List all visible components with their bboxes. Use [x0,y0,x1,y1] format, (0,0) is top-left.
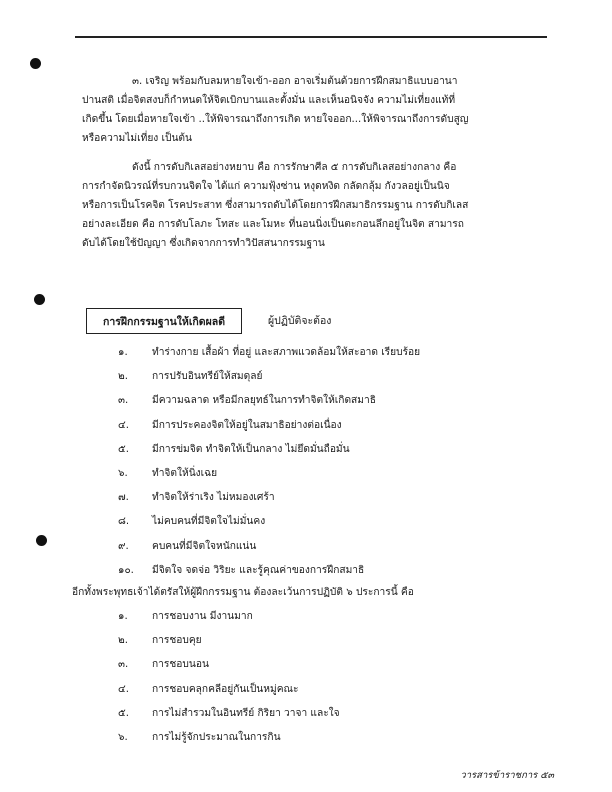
list-text: การชอบคุย [152,635,202,647]
list-text: การปรับอินทรีย์ให้สมดุลย์ [152,371,263,383]
section-heading-box: การฝึกกรรมฐานให้เกิดผลดี [86,308,242,334]
list-text: การชอบงาน มีงานมาก [152,611,253,622]
list-item [118,608,340,632]
list-number: ๙. [118,540,129,552]
list-number: ๓. [118,659,129,671]
punch-hole [34,294,45,305]
list-text: มีความฉลาด หรือมีกลยุทธ์ในการทำจิตให้เกิดสมาธิ [152,395,376,407]
list-number: ๓. [118,395,129,407]
list-item [118,344,420,368]
list-text: การชอบคลุกคลีอยู่กันเป็นหมู่คณะ [152,683,299,695]
paragraph-line: ปานสติ เมื่อจิตสงบก็กำหนดให้จิตเบิกบานและตั้งมั่น และเห็นอนิจจัง ความไม่เที่ยงแท้ที่ [82,95,456,106]
list-number: ๔. [118,419,129,431]
paragraph-line: เกิดขึ้น โดยเมื่อหายใจเข้า ..ให้พิจารณาถึงการเกิด หายใจออก...ให้พิจารณาถึงการดับสูญ [82,114,469,125]
paragraph-defilements [82,158,552,253]
list-number: ๑๐. [118,564,134,576]
list-number: ๒. [118,635,128,647]
list-number: ๖. [118,731,128,743]
list-item [118,705,340,729]
list-text: ทำจิตให้ร่าเริง ไม่หมองเศร้า [152,492,275,504]
list-number: ๒. [118,371,128,383]
section-heading-side: ผู้ปฏิบัติจะต้อง [268,315,332,327]
list-number: ๕. [118,707,129,719]
list-number: ๑. [118,347,128,358]
paragraph-line: ดังนี้ การดับกิเลสอย่างหยาบ คือ การรักษาศีล ๕ การดับกิเลสอย่างกลาง คือ [132,162,457,173]
avoid-list [118,608,340,753]
paragraph-line: หรือความไม่เที่ยง เป็นต้น [82,133,192,144]
list-text: ไม่คบคนที่มีจิตใจไม่มั่นคง [152,516,266,528]
list-item [118,441,420,465]
list-number: ๖. [118,467,128,479]
list-text: ทำร่างกาย เสื้อผ้า ที่อยู่ และสภาพแวดล้อมให้สะอาด เรียบร้อย [152,347,421,358]
list-text: การไม่รู้จักประมาณในการกิน [152,731,281,743]
list-text: มีการประคองจิตให้อยู่ในสมาธิอย่างต่อเนื่อง [152,419,342,431]
punch-hole [30,58,41,69]
list-text: การชอบนอน [152,659,209,671]
top-rule [75,36,547,38]
paragraph-line: การกำจัดนิวรณ์ที่รบกวนจิตใจ ได้แก่ ความฟุ้งซ่าน หงุดหงิด กลัดกลุ้ม กังวลอยู่เป็นนิจ [82,181,450,192]
practice-list [118,344,420,586]
list-item [118,392,420,416]
list-text: มีการข่มจิต ทำจิตให้เป็นกลาง ไม่ยึดมั่นถือมั่น [152,443,350,455]
list-item [118,656,340,680]
list-item [118,513,420,537]
punch-hole [36,535,47,546]
paragraph-line: หรือการเป็นโรคจิต โรคประสาท ซึ่งสามารถดับได้โดยการฝึกสมาธิกรรมฐาน การดับกิเลส [82,200,469,211]
paragraph-line: อย่างละเอียด คือ การดับโลภะ โทสะ และโมหะ ที่นอนนิ่งเป็นตะกอนลึกอยู่ในจิต สามารถ [82,219,464,230]
list-item [118,632,340,656]
paragraph-meditation [82,72,552,148]
list-number: ๘. [118,516,130,528]
list-item [118,562,420,586]
list-item [118,417,420,441]
list-item [118,681,340,705]
intro-line: อีกทั้งพระพุทธเจ้าได้ตรัสให้ผู้ฝึกกรรมฐาน ต้องละเว้นการปฏิบัติ ๖ ประการนี้ คือ [72,587,414,598]
list-number: ๕. [118,443,129,455]
list-item [118,368,420,392]
paragraph-line: ดับได้โดยใช้ปัญญา ซึ่งเกิดจากการทำวิปัสสนากรรมฐาน [82,238,325,249]
list-text: มีจิตใจ จดจ่อ วิริยะ และรู้คุณค่าของการฝึกสมาธิ [152,564,365,576]
list-text: การไม่สำรวมในอินทรีย์ กิริยา วาจา และใจ [152,707,340,719]
list-text: ทำจิตให้นิ่งเฉย [152,467,218,479]
list-text: คบคนที่มีจิตใจหนักแน่น [152,540,257,552]
list-number: ๑. [118,611,128,622]
list-item [118,489,420,513]
list-number: ๔. [118,683,129,695]
list-item [118,538,420,562]
list-number: ๗. [118,492,129,504]
page-footer: วารสารข้าราชการ ๕๓ [460,770,554,781]
list-item [118,465,420,489]
paragraph-line: ๓. เจริญ พร้อมกับลมหายใจเข้า-ออก อาจเริ่มต้นด้วยการฝึกสมาธิแบบอานา [132,76,458,87]
list-item [118,729,340,753]
